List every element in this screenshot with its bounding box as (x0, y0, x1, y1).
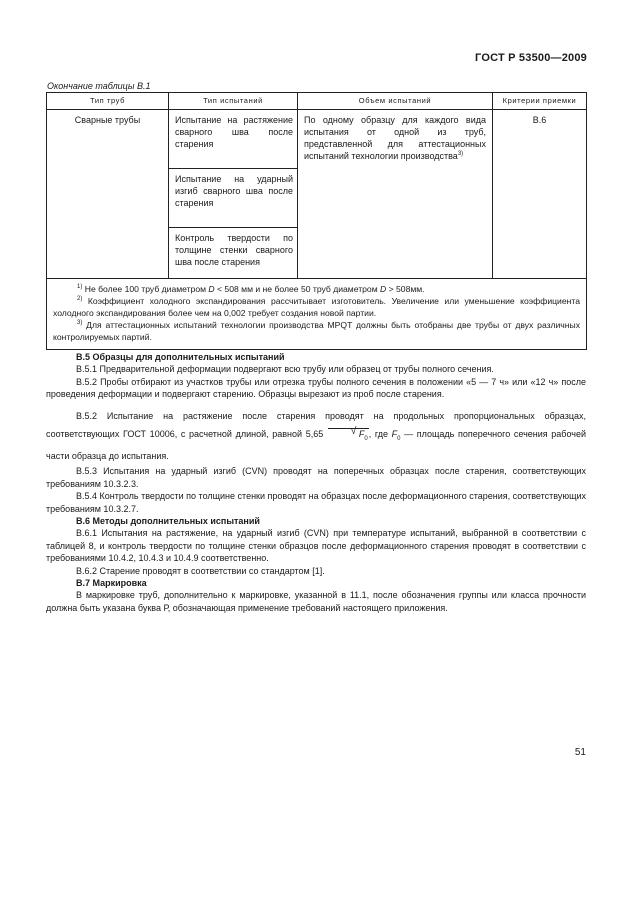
paragraph-b5-3: В.5.3 Испытания на ударный изгиб (CVN) проводят на поперечных образцах после старения, соответствующих требованиям 10.3.2.3. (46, 466, 586, 489)
pipe-type-cell: Сварные трубы (47, 110, 169, 279)
paragraph-b5-4: В.5.4 Контроль твердости по толщине стенки проводят на образцах после деформационного старения, соответствующих требованиям 10.3.2.7. (46, 491, 586, 514)
page-number: 51 (574, 747, 586, 758)
paragraph-text: — площадь поперечного сечения рабочей части образца до испытания. (46, 428, 586, 462)
footnote-var: D (380, 284, 387, 294)
footnote-ref: 3) (457, 151, 464, 157)
footnote-1 (53, 283, 580, 295)
table-notes (47, 279, 587, 350)
formula-var: F (391, 428, 398, 439)
table-header-row (47, 93, 587, 110)
tests-table (46, 92, 587, 350)
formula-var: F (358, 428, 365, 439)
column-header: Критерии приемки (493, 93, 587, 110)
footnote-text: < 508 мм и не более 50 труб диаметром (214, 284, 380, 294)
paragraph-b6-2: В.6.2 Старение проводят в соответствии со стандартом [1]. (76, 565, 325, 576)
paragraph-b5-2b (46, 407, 586, 466)
footnote-mark: 3) (77, 320, 83, 327)
formula-sub: 0 (364, 435, 368, 442)
test-volume-cell (298, 110, 493, 279)
footnote-mark: 2) (77, 296, 83, 303)
paragraph-b6-1: В.6.1 Испытания на растяжение, на ударный изгиб (CVN) при температуре испытаний, выбранной в соответствии с таблицей 8, и контроль твердости по толщине стенки образцов после деформационного старения проводят в соответствии с требованиями 10.4.2, 10.4.3 и 10.4.9 соответственно. (46, 528, 586, 564)
footnote-text: > 508мм. (386, 284, 425, 294)
test-volume-text: По одному образцу для каждого вида испытания от одной из труб, представленной для аттестационных испытаний технологии производства (304, 115, 486, 161)
table-caption: Окончание таблицы В.1 (47, 81, 151, 91)
footnote-text: Не более 100 труб диаметром (82, 284, 209, 294)
section-title-b5: В.5 Образцы для дополнительных испытаний (76, 352, 285, 362)
footnote-text: Коэффициент холодного экспандирования рассчитывает изготовитель. Увеличение или уменьшение коэффициента холодного экспандирования более чем на 0,002 требует создания новой партии. (53, 296, 580, 318)
column-header: Тип испытаний (169, 93, 298, 110)
body-text (46, 351, 586, 614)
table-notes-row (47, 279, 587, 350)
table-row (47, 110, 587, 169)
paragraph-b5-1: В.5.1 Предварительной деформации подвергают всю трубу или образец от трубы полного сечения. (76, 364, 494, 375)
test-type-cell: Контроль твердости по толщине стенки сварного шва после старения (169, 228, 298, 279)
formula-sub: 0 (397, 435, 401, 442)
footnote-mark: 1) (77, 284, 83, 291)
paragraph-b7: В маркировке труб, дополнительно к маркировке, указанной в 11.1, после обозначения группы или класса прочности должна быть указана буква Р, обозначающая применение требований настоящего приложения. (46, 590, 586, 613)
footnote-2 (53, 295, 580, 319)
footnote-3 (53, 319, 580, 343)
column-header: Объем испытаний (298, 93, 493, 110)
paragraph-text: , где (368, 428, 392, 439)
paragraph-text: В.5.2 Испытание на растяжение после старения проводят на продольных пропорциональных образцах, соответствующих ГОСТ 10006, с расчетной длиной, равной 5,65 (46, 410, 586, 439)
test-type-cell: Испытание на ударный изгиб сварного шва после старения (169, 169, 298, 228)
sqrt-formula (328, 428, 369, 444)
section-title-b7: В.7 Маркировка (76, 578, 147, 589)
paragraph-b5-2a: В.5.2 Пробы отбирают из участков трубы или отрезка трубы полного сечения в положении «5 — 7 ч» или «12 ч» после проведения деформации и подвергают старению. Образцы вырезают из проб после старения. (46, 376, 586, 400)
acceptance-criteria-cell: В.6 (493, 110, 587, 279)
footnote-text: Для аттестационных испытаний технологии производства MPQT должны быть отобраны две трубы от двух различных контролируемых партий. (53, 320, 580, 342)
document-id: ГОСТ Р 53500—2009 (475, 52, 587, 64)
section-title-b6: В.6 Методы дополнительных испытаний (76, 516, 260, 527)
footnote-var: D (208, 284, 215, 294)
column-header: Тип труб (47, 93, 169, 110)
test-type-cell: Испытание на растяжение сварного шва после старения (169, 110, 298, 169)
